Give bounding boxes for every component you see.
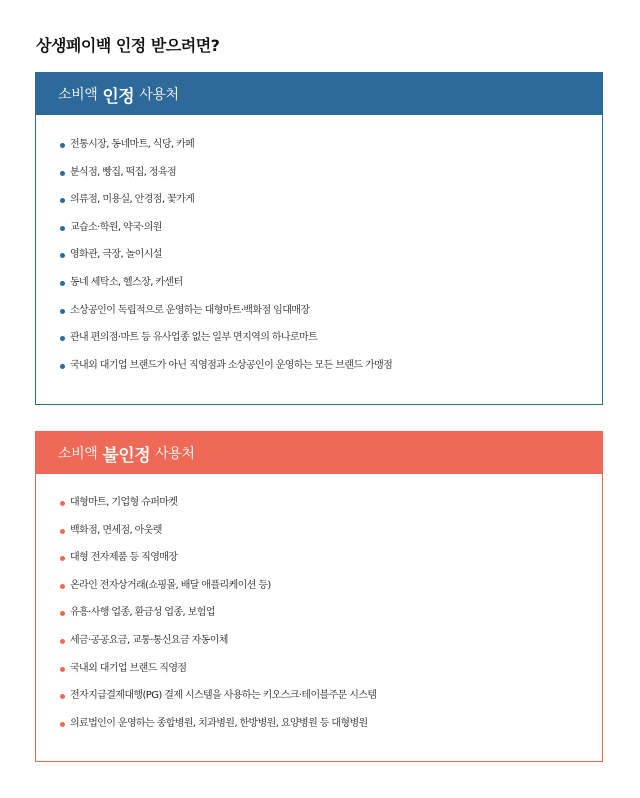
not-recognized-header-prefix: 소비액 — [58, 446, 98, 462]
bullet-icon — [60, 611, 65, 616]
list-item — [60, 131, 602, 159]
list-item-text: 국내외 대기업 브랜드가 아닌 직영점과 소상공인이 운영하는 모든 브랜드 가맹점 — [70, 359, 393, 371]
list-item — [60, 489, 602, 517]
list-item-text: 관내 편의점·마트 등 유사업종 없는 일부 면지역의 하나로마트 — [70, 332, 318, 344]
list-item-text: 전자지급결제대행(PG) 결제 시스템을 사용하는 키오스크·테이블주문 시스템 — [70, 690, 377, 702]
list-item-text: 대형마트, 기업형 슈퍼마켓 — [70, 497, 178, 508]
list-item-text: 국내외 대기업 브랜드 직영점 — [70, 662, 187, 674]
list-item-text: 백화점, 면세점, 아웃렛 — [70, 524, 162, 536]
list-item-text: 영화관, 극장, 놀이시설 — [70, 249, 162, 261]
bullet-icon — [60, 198, 65, 203]
bullet-icon — [60, 364, 65, 369]
list-item — [60, 159, 602, 187]
list-item-text: 대형 전자제품 등 직영매장 — [70, 552, 178, 564]
recognized-items-list — [36, 115, 602, 379]
recognized-card-header — [36, 73, 602, 115]
list-item — [60, 241, 602, 269]
bullet-icon — [60, 143, 65, 148]
not-recognized-header-keyword: 불인정 — [102, 445, 151, 466]
list-item-text: 유흥·사행 업종, 환금성 업종, 보험업 — [70, 607, 215, 619]
list-item — [60, 186, 602, 214]
list-item-text: 동네 세탁소, 헬스장, 카센터 — [70, 276, 183, 288]
bullet-icon — [60, 584, 65, 589]
bullet-icon — [60, 694, 65, 699]
list-item — [60, 324, 602, 352]
bullet-icon — [60, 501, 65, 506]
list-item-text: 온라인 전자상거래(쇼핑몰, 배달 애플리케이션 등) — [70, 579, 271, 591]
bullet-icon — [60, 667, 65, 672]
bullet-icon — [60, 639, 65, 644]
list-item-text: 교습소·학원, 약국·의원 — [70, 221, 162, 233]
list-item — [60, 572, 602, 600]
list-item — [60, 682, 602, 710]
list-item — [60, 599, 602, 627]
bullet-icon — [60, 529, 65, 534]
bullet-icon — [60, 226, 65, 231]
list-item — [60, 269, 602, 297]
list-item — [60, 710, 602, 738]
bullet-icon — [60, 253, 65, 258]
list-item — [60, 352, 602, 380]
list-item — [60, 655, 602, 683]
list-item — [60, 297, 602, 325]
not-recognized-items-list — [36, 474, 602, 737]
list-item-text: 세금·공공요금, 교통·통신요금 자동이체 — [70, 634, 228, 646]
list-item-text: 의류점, 미용실, 안경점, 꽃가게 — [70, 194, 195, 206]
list-item — [60, 517, 602, 545]
not-recognized-header-suffix: 사용처 — [155, 446, 195, 462]
list-item-text: 소상공인이 독립적으로 운영하는 대형마트·백화점 임대매장 — [70, 304, 310, 316]
not-recognized-merchants-card — [35, 431, 603, 762]
bullet-icon — [60, 281, 65, 286]
list-item — [60, 627, 602, 655]
bullet-icon — [60, 336, 65, 341]
list-item — [60, 544, 602, 572]
recognized-header-prefix: 소비액 — [58, 87, 98, 103]
list-item — [60, 214, 602, 242]
recognized-header-keyword: 인정 — [102, 86, 135, 107]
recognized-merchants-card — [35, 72, 603, 405]
not-recognized-card-header — [36, 432, 602, 474]
bullet-icon — [60, 171, 65, 176]
list-item-text: 분식점, 빵집, 떡집, 정육점 — [70, 166, 177, 178]
list-item-text: 의료법인이 운영하는 종합병원, 치과병원, 한방병원, 요양병원 등 대형병원 — [70, 717, 368, 729]
recognized-header-suffix: 사용처 — [139, 87, 179, 103]
page-title: 상생페이백 인정 받으려면? — [36, 36, 220, 55]
bullet-icon — [60, 722, 65, 727]
bullet-icon — [60, 556, 65, 561]
bullet-icon — [60, 309, 65, 314]
list-item-text: 전통시장, 동네마트, 식당, 카페 — [70, 139, 195, 150]
